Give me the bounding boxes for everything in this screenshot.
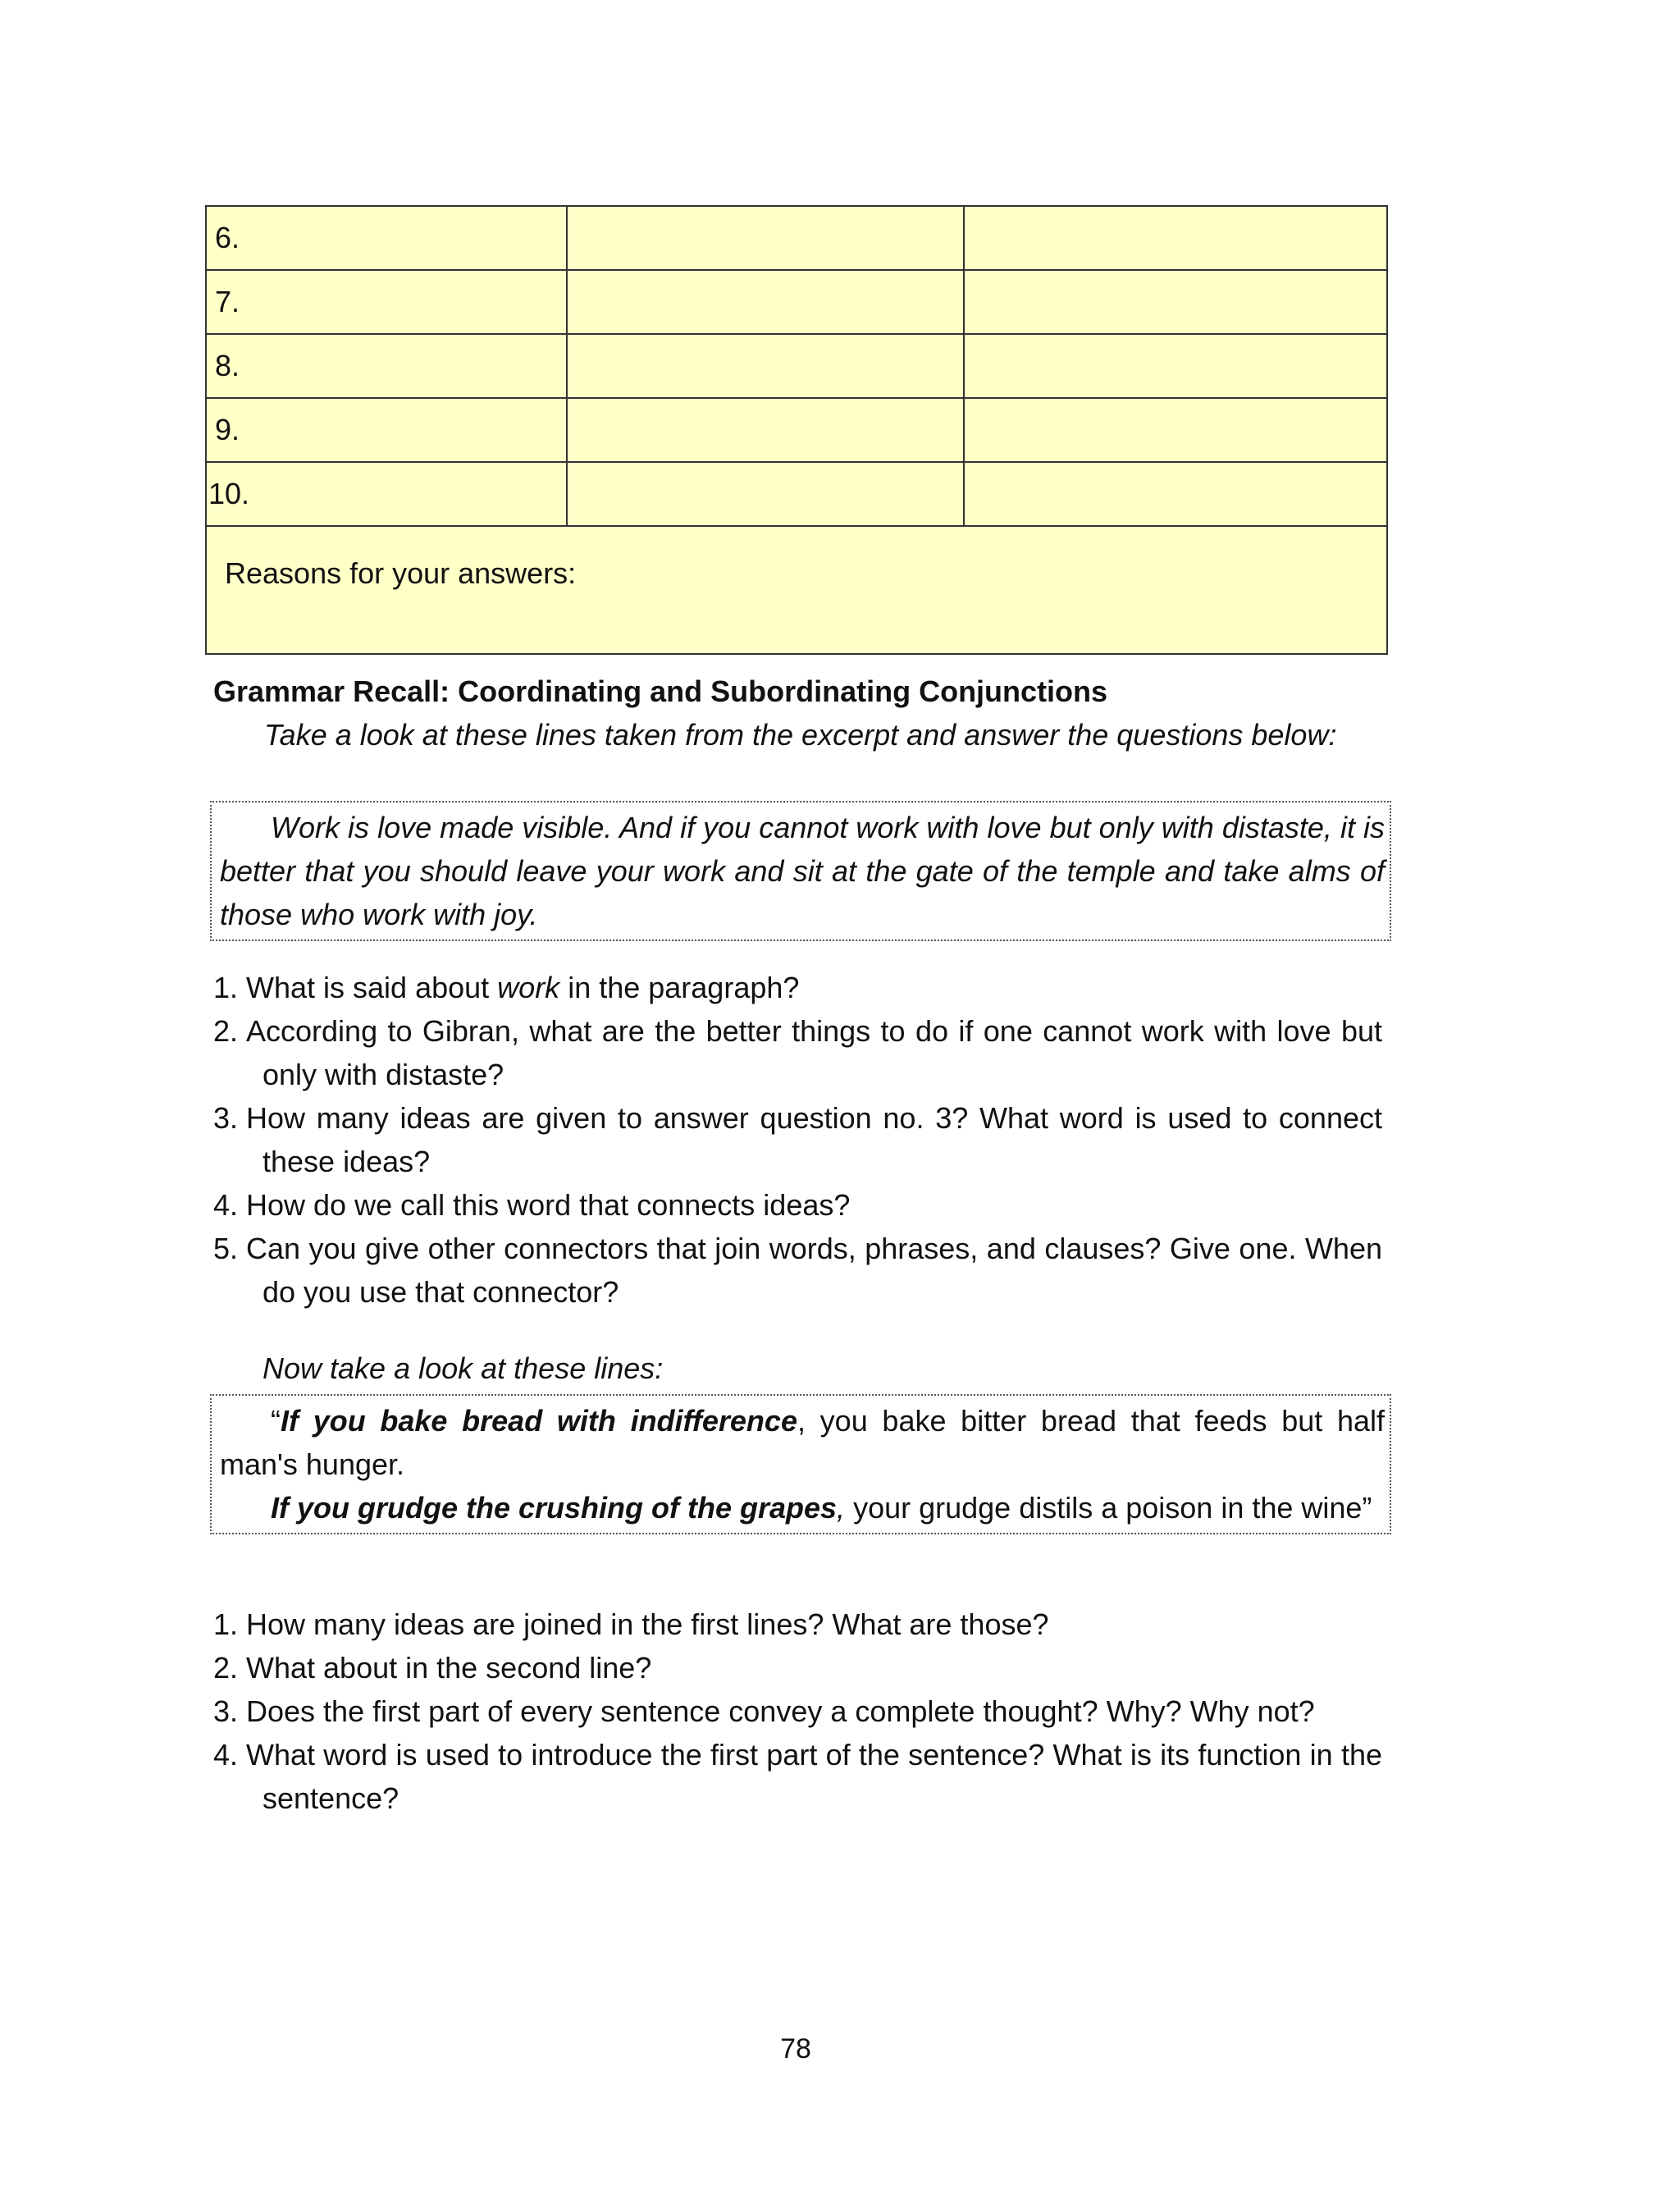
question-text: According to Gibran, what are the better things to do if one cannot work with love but only with distaste?: [246, 1014, 1382, 1091]
answer-cell[interactable]: [567, 206, 965, 270]
excerpt-line-1: [220, 1399, 1390, 1486]
bold-clause: If you bake bread with indifference: [281, 1404, 797, 1438]
row-number: 8.: [206, 334, 567, 398]
question-emphasis: work: [497, 971, 560, 1004]
excerpt-rest: your grudge distils a poison in the wine”: [845, 1491, 1372, 1525]
question-text: How many ideas are joined in the first lines? What are those?: [246, 1607, 1049, 1641]
question-text: Can you give other connectors that join words, phrases, and clauses? Give one. When do you use that connector?: [246, 1232, 1382, 1309]
list-item: [213, 1009, 1382, 1096]
question-text: What about in the second line?: [246, 1651, 652, 1685]
answer-cell[interactable]: [964, 334, 1387, 398]
question-list-2: [213, 1602, 1382, 1820]
question-number: 5.: [213, 1232, 239, 1265]
answer-cell[interactable]: [964, 398, 1387, 462]
question-text: Does the first part of every sentence convey a complete thought? Why? Why not?: [246, 1694, 1315, 1728]
question-number: 2.: [213, 1014, 239, 1048]
question-text: What word is used to introduce the first part of the sentence? What is its function in the sentence?: [246, 1738, 1382, 1815]
excerpt-text: Work is love made visible. And if you cannot work with love but only with distaste, it is better that you should leave your work and sit at the gate of the temple and take alms of those who work with joy.: [220, 811, 1385, 931]
answer-cell[interactable]: [567, 462, 965, 526]
table-row: [206, 398, 1387, 462]
answer-table: [205, 205, 1388, 655]
answer-cell[interactable]: [964, 206, 1387, 270]
excerpt-line-2: [220, 1486, 1390, 1529]
instruction-text: Take a look at these lines taken from the excerpt and answer the questions below:: [264, 718, 1337, 752]
list-item: [213, 1689, 1382, 1733]
question-number: 1.: [213, 1607, 239, 1641]
table-row: [206, 206, 1387, 270]
list-item: [213, 1096, 1382, 1183]
answer-cell[interactable]: [567, 270, 965, 334]
page-number: 78: [780, 2033, 811, 2064]
row-number: 7.: [206, 270, 567, 334]
comma: ,: [837, 1491, 846, 1525]
excerpt-box-bread: [210, 1394, 1391, 1534]
answer-cell[interactable]: [567, 334, 965, 398]
reasons-label: Reasons for your answers:: [225, 556, 577, 590]
answer-cell[interactable]: [567, 398, 965, 462]
question-number: 4.: [213, 1738, 239, 1772]
question-text: How do we call this word that connects ideas?: [246, 1188, 851, 1222]
bold-clause: If you grudge the crushing of the grapes: [271, 1491, 838, 1525]
question-number: 3.: [213, 1101, 239, 1135]
list-item: [213, 1733, 1382, 1820]
open-quote: “: [271, 1404, 281, 1438]
row-number: 6.: [206, 206, 567, 270]
question-number: 2.: [213, 1651, 239, 1685]
question-text: What is said about: [246, 971, 498, 1004]
list-item: [213, 1602, 1382, 1646]
question-text: How many ideas are given to answer question no. 3? What word is used to connect these ideas?: [246, 1101, 1382, 1178]
question-list-1: [213, 966, 1382, 1314]
list-item: [213, 1646, 1382, 1689]
question-number: 3.: [213, 1694, 239, 1728]
table-row: [206, 334, 1387, 398]
section-heading: Grammar Recall: Coordinating and Subordinating Conjunctions: [213, 674, 1108, 708]
question-number: 1.: [213, 971, 239, 1004]
list-item: [213, 1183, 1382, 1227]
excerpt-box-work: [210, 801, 1391, 941]
question-text: in the paragraph?: [559, 971, 800, 1004]
list-item: [213, 1227, 1382, 1314]
question-number: 4.: [213, 1188, 239, 1222]
now-look-text: Now take a look at these lines:: [262, 1351, 664, 1385]
row-number: 9.: [206, 398, 567, 462]
reasons-cell[interactable]: [206, 526, 1387, 654]
excerpt-rest: , you bake bitter bread that feeds but half man's hunger.: [220, 1404, 1385, 1481]
table-row: [206, 462, 1387, 526]
table-row: [206, 270, 1387, 334]
row-number: 10.: [206, 462, 567, 526]
answer-cell[interactable]: [964, 462, 1387, 526]
list-item: [213, 966, 1382, 1009]
answer-cell[interactable]: [964, 270, 1387, 334]
reasons-row: [206, 526, 1387, 654]
